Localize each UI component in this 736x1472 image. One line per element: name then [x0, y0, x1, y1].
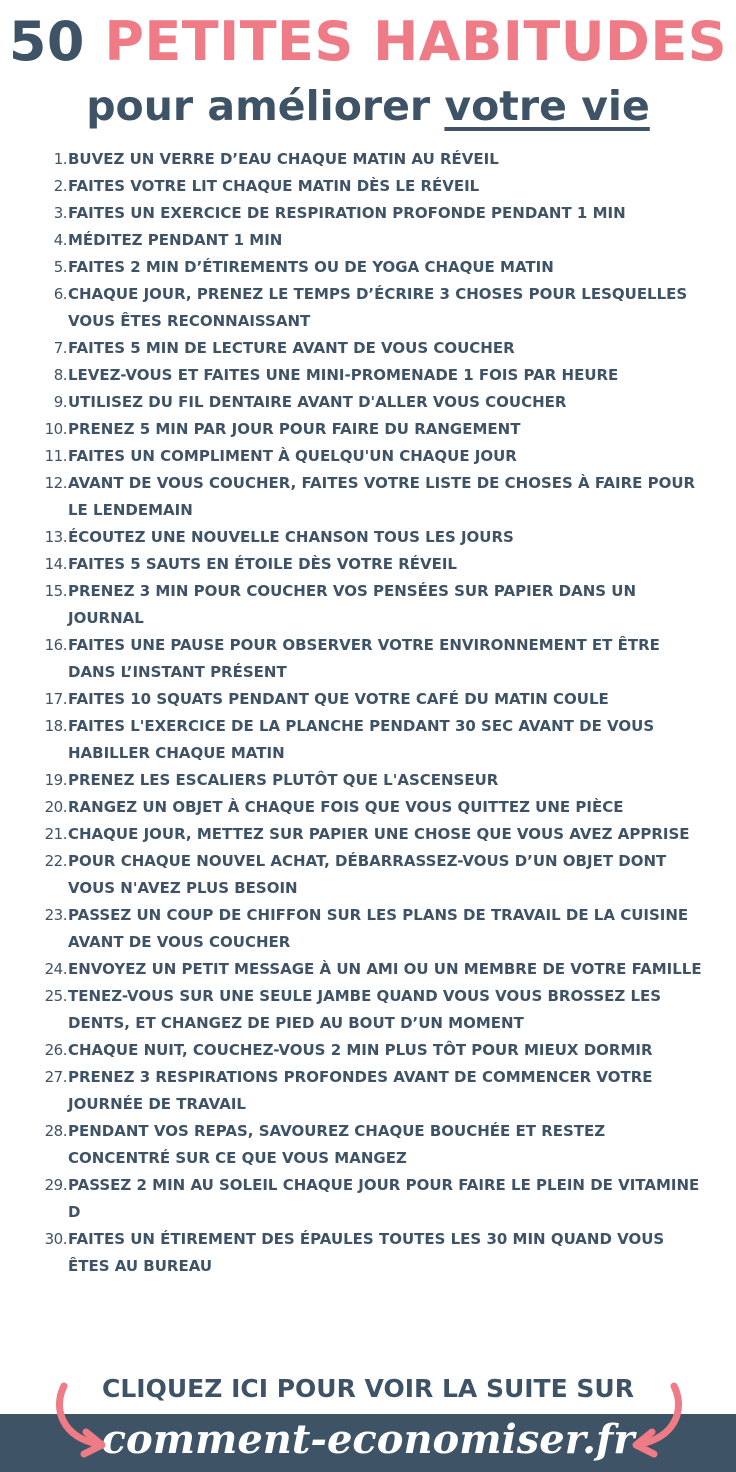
- habit-number: 27.: [44, 1068, 67, 1086]
- habit-text: UTILISEZ DU FIL DENTAIRE AVANT D'ALLER VOUS COUCHER: [68, 393, 567, 411]
- habit-item: [30, 956, 710, 983]
- habit-text: BUVEZ UN VERRE D’EAU CHAQUE MATIN AU RÉVEIL: [68, 150, 499, 168]
- curved-arrow-down-right-icon: [50, 1380, 110, 1460]
- habit-item: [30, 524, 710, 551]
- habit-text: FAITES 10 SQUATS PENDANT QUE VOTRE CAFÉ DU MATIN COULE: [68, 690, 609, 708]
- habit-item: [30, 416, 710, 443]
- habit-number: 11.: [44, 447, 67, 465]
- habit-item: [30, 389, 710, 416]
- habit-number: 15.: [44, 582, 67, 600]
- habit-number: 1.: [53, 150, 67, 168]
- habit-number: 29.: [44, 1176, 67, 1194]
- habit-text: PRENEZ LES ESCALIERS PLUTÔT QUE L'ASCENSEUR: [68, 771, 499, 789]
- habit-number: 19.: [44, 771, 67, 789]
- habit-number: 2.: [53, 177, 67, 195]
- habit-number: 10.: [44, 420, 67, 438]
- habit-number: 16.: [44, 636, 67, 654]
- habit-item: [30, 1226, 710, 1280]
- habit-text: FAITES UN COMPLIMENT À QUELQU'UN CHAQUE JOUR: [68, 447, 517, 465]
- habit-item: [30, 578, 710, 632]
- habits-list: [30, 146, 710, 1280]
- habit-text: POUR CHAQUE NOUVEL ACHAT, DÉBARRASSEZ-VOUS D’UN OBJET DONT VOUS N'AVEZ PLUS BESOIN: [68, 852, 667, 897]
- habit-text: TENEZ-VOUS SUR UNE SEULE JAMBE QUAND VOUS VOUS BROSSEZ LES DENTS, ET CHANGEZ DE PIED AU BOUT D’UN MOMENT: [68, 987, 662, 1032]
- title-highlight: PETITES HABITUDES: [104, 10, 728, 73]
- habit-number: 30.: [44, 1230, 67, 1248]
- habit-number: 14.: [44, 555, 67, 573]
- subtitle-plain: pour améliorer: [86, 82, 431, 130]
- habit-number: 12.: [44, 474, 67, 492]
- habit-number: 25.: [44, 987, 67, 1005]
- habit-item: [30, 173, 710, 200]
- cta-text[interactable]: CLIQUEZ ICI POUR VOIR LA SUITE SUR: [102, 1374, 634, 1403]
- habit-number: 17.: [44, 690, 67, 708]
- habit-text: MÉDITEZ PENDANT 1 MIN: [68, 231, 283, 249]
- habit-item: [30, 1037, 710, 1064]
- habit-number: 4.: [53, 231, 67, 249]
- habit-number: 18.: [44, 717, 67, 735]
- habit-item: [30, 1064, 710, 1118]
- habit-number: 20.: [44, 798, 67, 816]
- habit-item: [30, 794, 710, 821]
- habit-number: 6.: [53, 285, 67, 303]
- habit-number: 21.: [44, 825, 67, 843]
- habit-item: [30, 551, 710, 578]
- habit-text: PRENEZ 5 MIN PAR JOUR POUR FAIRE DU RANGEMENT: [68, 420, 521, 438]
- page-title: [0, 8, 736, 76]
- page-subtitle: [0, 78, 736, 134]
- habit-text: LEVEZ-VOUS ET FAITES UNE MINI-PROMENADE 1 FOIS PAR HEURE: [68, 366, 619, 384]
- habit-item: [30, 686, 710, 713]
- habit-number: 26.: [44, 1041, 67, 1059]
- habit-text: FAITES 2 MIN D’ÉTIREMENTS OU DE YOGA CHAQUE MATIN: [68, 258, 554, 276]
- curved-arrow-down-left-icon: [628, 1380, 688, 1460]
- habit-item: [30, 821, 710, 848]
- habit-item: [30, 1118, 710, 1172]
- habit-text: CHAQUE JOUR, PRENEZ LE TEMPS D’ÉCRIRE 3 CHOSES POUR LESQUELLES VOUS ÊTES RECONNAISSANT: [68, 285, 688, 330]
- habit-number: 22.: [44, 852, 67, 870]
- habit-text: RANGEZ UN OBJET À CHAQUE FOIS QUE VOUS QUITTEZ UNE PIÈCE: [68, 798, 624, 816]
- habit-item: [30, 227, 710, 254]
- habit-text: CHAQUE NUIT, COUCHEZ-VOUS 2 MIN PLUS TÔT POUR MIEUX DORMIR: [68, 1041, 653, 1059]
- habit-item: [30, 713, 710, 767]
- habit-text: FAITES UN ÉTIREMENT DES ÉPAULES TOUTES LES 30 MIN QUAND VOUS ÊTES AU BUREAU: [68, 1230, 665, 1275]
- habit-text: PASSEZ UN COUP DE CHIFFON SUR LES PLANS DE TRAVAIL DE LA CUISINE AVANT DE VOUS COUCHER: [68, 906, 689, 951]
- habit-text: FAITES VOTRE LIT CHAQUE MATIN DÈS LE RÉVEIL: [68, 177, 480, 195]
- subtitle-underlined: votre vie: [444, 82, 650, 130]
- habit-text: FAITES 5 MIN DE LECTURE AVANT DE VOUS COUCHER: [68, 339, 515, 357]
- habit-text: FAITES UNE PAUSE POUR OBSERVER VOTRE ENVIRONNEMENT ET ÊTRE DANS L’INSTANT PRÉSENT: [68, 636, 660, 681]
- habit-text: ENVOYEZ UN PETIT MESSAGE À UN AMI OU UN MEMBRE DE VOTRE FAMILLE: [68, 960, 702, 978]
- habit-text: ÉCOUTEZ UNE NOUVELLE CHANSON TOUS LES JOURS: [68, 528, 514, 546]
- habit-item: [30, 767, 710, 794]
- title-number: 50: [8, 10, 85, 73]
- habit-item: [30, 902, 710, 956]
- habit-item: [30, 1172, 710, 1226]
- habit-number: 8.: [53, 366, 67, 384]
- habit-item: [30, 983, 710, 1037]
- habit-text: PENDANT VOS REPAS, SAVOUREZ CHAQUE BOUCHÉE ET RESTEZ CONCENTRÉ SUR CE QUE VOUS MANGEZ: [68, 1122, 606, 1167]
- habit-text: FAITES L'EXERCICE DE LA PLANCHE PENDANT 30 SEC AVANT DE VOUS HABILLER CHAQUE MATIN: [68, 717, 655, 762]
- habit-text: FAITES UN EXERCICE DE RESPIRATION PROFONDE PENDANT 1 MIN: [68, 204, 626, 222]
- habit-text: CHAQUE JOUR, METTEZ SUR PAPIER UNE CHOSE QUE VOUS AVEZ APPRISE: [68, 825, 690, 843]
- habit-number: 23.: [44, 906, 67, 924]
- habit-number: 3.: [53, 204, 67, 222]
- site-link[interactable]: comment-economiser.fr: [101, 1416, 635, 1463]
- habit-number: 9.: [53, 393, 67, 411]
- habit-item: [30, 200, 710, 227]
- habit-text: FAITES 5 SAUTS EN ÉTOILE DÈS VOTRE RÉVEIL: [68, 555, 457, 573]
- habit-item: [30, 848, 710, 902]
- habit-item: [30, 470, 710, 524]
- habit-number: 28.: [44, 1122, 67, 1140]
- habit-text: PRENEZ 3 RESPIRATIONS PROFONDES AVANT DE COMMENCER VOTRE JOURNÉE DE TRAVAIL: [68, 1068, 653, 1113]
- habit-number: 5.: [53, 258, 67, 276]
- habit-text: AVANT DE VOUS COUCHER, FAITES VOTRE LISTE DE CHOSES À FAIRE POUR LE LENDEMAIN: [68, 474, 696, 519]
- habit-number: 13.: [44, 528, 67, 546]
- habit-item: [30, 362, 710, 389]
- habit-item: [30, 443, 710, 470]
- habit-item: [30, 335, 710, 362]
- habit-item: [30, 632, 710, 686]
- habit-number: 24.: [44, 960, 67, 978]
- habit-item: [30, 146, 710, 173]
- habit-item: [30, 281, 710, 335]
- habit-item: [30, 254, 710, 281]
- habit-text: PASSEZ 2 MIN AU SOLEIL CHAQUE JOUR POUR FAIRE LE PLEIN DE VITAMINE D: [68, 1176, 700, 1221]
- habit-number: 7.: [53, 339, 67, 357]
- habit-text: PRENEZ 3 MIN POUR COUCHER VOS PENSÉES SUR PAPIER DANS UN JOURNAL: [68, 582, 637, 627]
